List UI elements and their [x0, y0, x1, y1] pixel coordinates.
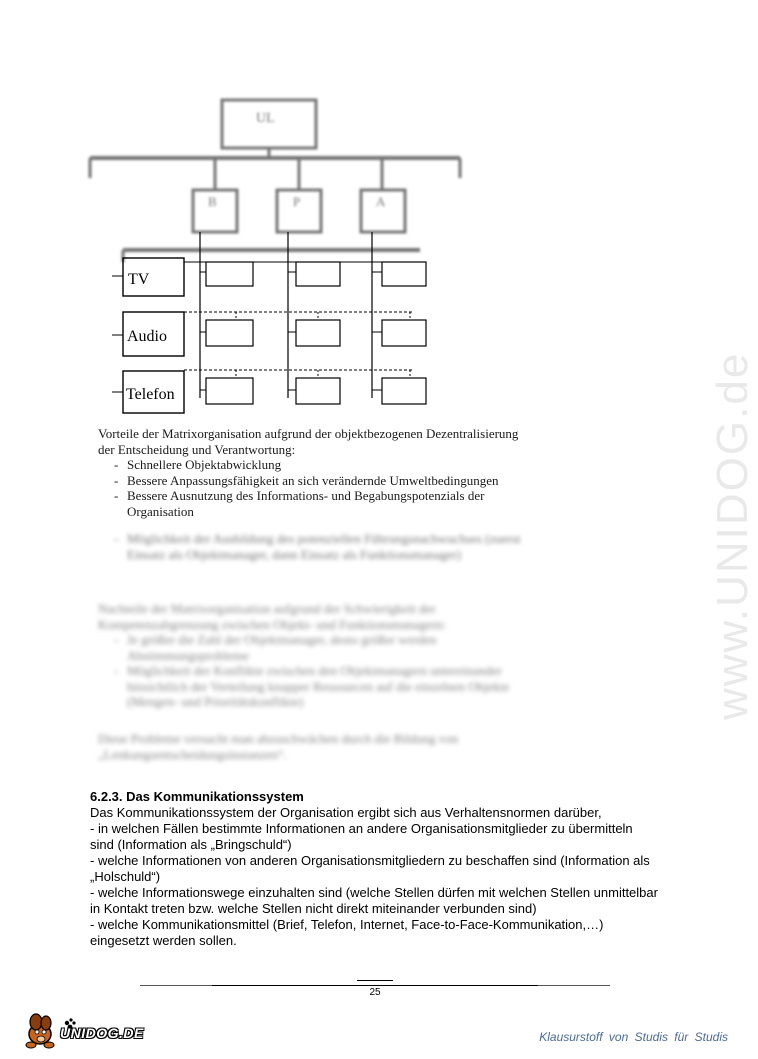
- footer-rule-short: [357, 980, 393, 981]
- section-line: Das Kommunikationssystem der Organisation ergibt sich aus Verhaltensnormen darüber,: [90, 805, 602, 820]
- section-line: - welche Informationen von anderen Organisationsmitgliedern zu beschaffen sind (Information als „Holschuld“): [90, 853, 650, 884]
- logo-text: UNIDOG.DE: [60, 1025, 144, 1041]
- disadvantages-intro: Nachteile der Matrixorganisation aufgrund der Schwierigkeit der Kompetenzabgrenzung zwischen Objekt- und Funktionsmanagern:: [98, 601, 447, 632]
- footer-rule-dark: [212, 985, 538, 986]
- list-item: - Schnellere Objektabwicklung: [98, 457, 538, 473]
- diagram-upper-structure: [90, 100, 460, 262]
- matrix-cell: [382, 262, 426, 286]
- object-telefon-label: Telefon: [126, 386, 175, 403]
- watermark-text: www.UNIDOG.de: [708, 351, 757, 720]
- object-audio-label: Audio: [127, 328, 167, 345]
- advantages-blurred-block: [98, 531, 538, 562]
- list-item: - Möglichkeit der Ausbildung des potenziellen Führungsnachwuchses (zuerst Einsatz als Objektmanager, dann Einsatz als Funktionsmanager): [98, 531, 538, 562]
- section-heading: 6.2.3. Das Kommunikationssystem: [90, 789, 304, 804]
- dog-mascot-icon: [26, 1014, 54, 1048]
- matrix-cell: [206, 320, 253, 346]
- list-item: - Je größer die Zahl der Objektmanager, desto größer werden Abstimmungsprobleme: [98, 632, 538, 663]
- matrix-cell: [382, 320, 426, 346]
- matrix-cell: [296, 262, 340, 286]
- page-number: 25: [369, 987, 381, 998]
- disadvantages-block: [98, 601, 538, 710]
- node-division-p-label: P: [293, 194, 301, 209]
- matrix-cell: [382, 378, 426, 404]
- node-division-b-label: B: [208, 194, 217, 209]
- section-line: - welche Informationswege einzuhalten sind (welche Stellen dürfen mit welchen Stellen unmittelbar in Kontakt treten bzw. welche Stellen nicht direkt miteinander verbunden sind): [90, 885, 658, 916]
- advantages-block: [98, 426, 538, 519]
- node-ul-label: UL: [256, 111, 275, 126]
- object-tv-label: TV: [128, 271, 150, 288]
- matrix-organization-diagram: [0, 0, 750, 430]
- matrix-cell: [296, 378, 340, 404]
- matrix-cell: [206, 262, 253, 286]
- tagline: Klausurstoff von Studis für Studis: [539, 1030, 728, 1044]
- section-line: - in welchen Fällen bestimmte Informationen an andere Organisationsmitglieder zu übermitteln sind (Information als „Bringschuld“): [90, 821, 633, 852]
- list-item: - Möglichkeit der Konflikte zwischen den Objektmanagern untereinander hinsichtlich der Verteilung knapper Ressourcen auf die einzelnen Objekte (Mengen- und Prioritätskonflikte): [98, 663, 538, 710]
- matrix-cell: [206, 378, 253, 404]
- node-division-a-label: A: [376, 194, 386, 209]
- advantages-list: [98, 457, 538, 519]
- list-item: - Bessere Ausnutzung des Informations- und Begabungspotenzials der Organisation: [98, 488, 538, 519]
- matrix-cell: [296, 320, 340, 346]
- list-item: - Bessere Anpassungsfähigkeit an sich verändernde Umweltbedingungen: [98, 473, 538, 489]
- section-kommunikationssystem: [90, 789, 660, 949]
- section-line: - welche Kommunikationsmittel (Brief, Telefon, Internet, Face-to-Face-Kommunikation,…) eingesetzt werden sollen.: [90, 917, 604, 948]
- advantages-intro: Vorteile der Matrixorganisation aufgrund der objektbezogenen Dezentralisierung der Entscheidung und Verantwortung:: [98, 426, 519, 457]
- disadvantages-closing: Diese Probleme versucht man abzuschwächen durch die Bildung von „Lenkungsentscheidungsinstanzen“.: [98, 731, 459, 762]
